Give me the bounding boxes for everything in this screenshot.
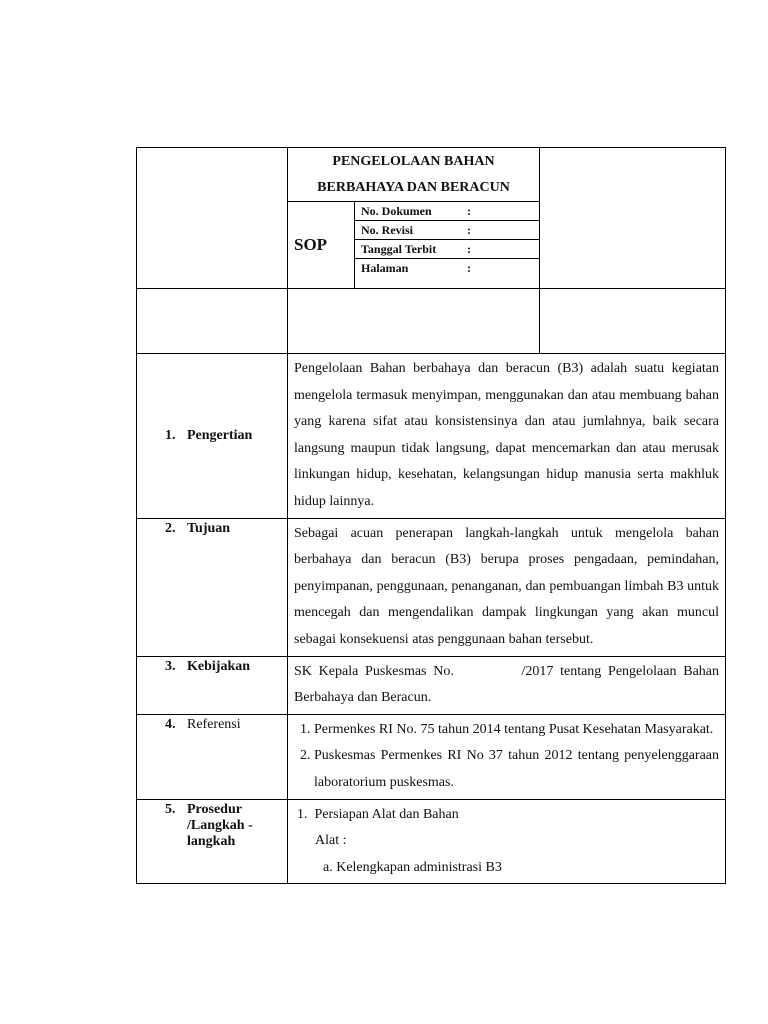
alat-item-a: a. Kelengkapan administrasi B3 [323,859,502,875]
meta-sep: : [461,202,539,221]
logo-cell-right [540,148,726,289]
section-label [137,656,288,714]
section-title-line-1: Prosedur [187,801,242,817]
reference-list [294,717,719,797]
section-prosedur [137,799,726,884]
section-number: 1. [165,427,176,443]
section-kebijakan [137,656,726,714]
section-pengertian [137,354,726,519]
meta-sep: : [461,240,539,259]
section-label [137,518,288,656]
sop-table [136,147,726,884]
section-title: Referensi [187,716,241,732]
sop-document [136,147,725,884]
section-title: Pengertian [187,427,253,443]
meta-table [355,202,539,277]
section-number: 3. [165,658,176,674]
sop-label: SOP [288,202,355,289]
reference-item: 1. Permenkes RI No. 75 tahun 2014 tentang Pusat Kesehatan Masyarakat. [314,717,719,744]
section-referensi [137,714,726,799]
section-title-line-2: /Langkah - [187,817,253,833]
section-title: Tujuan [187,520,231,536]
meta-label: No. Dokumen [355,202,461,221]
section-title: Kebijakan [187,658,251,674]
blank-cell-left [137,289,288,354]
blank-cell-right [540,289,726,354]
document-title [288,148,540,202]
meta-row [355,202,539,221]
section-number: 5. [165,801,176,817]
section-list [288,714,726,799]
meta-row [355,240,539,259]
section-text: Pengelolaan Bahan berbahaya dan beracun (B3) adalah suatu kegiatan mengelola termasuk menyimpan, menggunakan dan atau membuang bahan yang karena sifat atau konsistensinya dan atau jumlahnya, baik secara langsung maupun tidak langsung, dapat mencemarkan dan atau merusak linkungan hidup, kesehatan, kelangsungan hidup manusia serta makhluk hidup lainnya. [288,354,726,519]
section-number: 4. [165,716,176,732]
step-1: 1. Persiapan Alat dan Bahan [297,806,459,822]
blank-cell-middle [288,289,540,354]
meta-label: Tanggal Terbit [355,240,461,259]
section-label [137,799,288,884]
meta-row [355,221,539,240]
reference-item: 2. Puskesmas Permenkes RI No 37 tahun 2012 tentang penyelenggaraan laboratorium puskesmas. [314,743,719,796]
alat-label: Alat : [315,833,347,849]
section-title-line-3: langkah [187,833,236,849]
meta-sep: : [461,221,539,240]
logo-cell-left [137,148,288,289]
meta-sep: : [467,260,471,275]
meta-row [355,259,539,278]
title-line-1: PENGELOLAAN BAHAN [332,154,495,169]
meta-label: No. Revisi [355,221,461,240]
meta-label: Halaman [361,260,409,275]
section-label-block [165,800,287,850]
section-label [137,354,288,519]
section-tujuan [137,518,726,656]
meta-cell [355,202,540,289]
section-label [137,714,288,799]
title-line-2: BERBAHAYA DAN BERACUN [317,180,510,195]
section-number: 2. [165,520,176,536]
section-text: SK Kepala Puskesmas No. /2017 tentang Pengelolaan Bahan Berbahaya dan Beracun. [288,656,726,714]
section-steps [288,799,726,884]
section-text: Sebagai acuan penerapan langkah-langkah untuk mengelola bahan berbahaya dan beracun (B3) berupa proses pengadaan, pemindahan, penyimpanan, penggunaan, penanganan, dan pembuangan limbah B3 untuk mencegah dan mengendalikan dampak lingkungan yang akan muncul sebagai konsekuensi atas penggunaan bahan tersebut. [288,518,726,656]
